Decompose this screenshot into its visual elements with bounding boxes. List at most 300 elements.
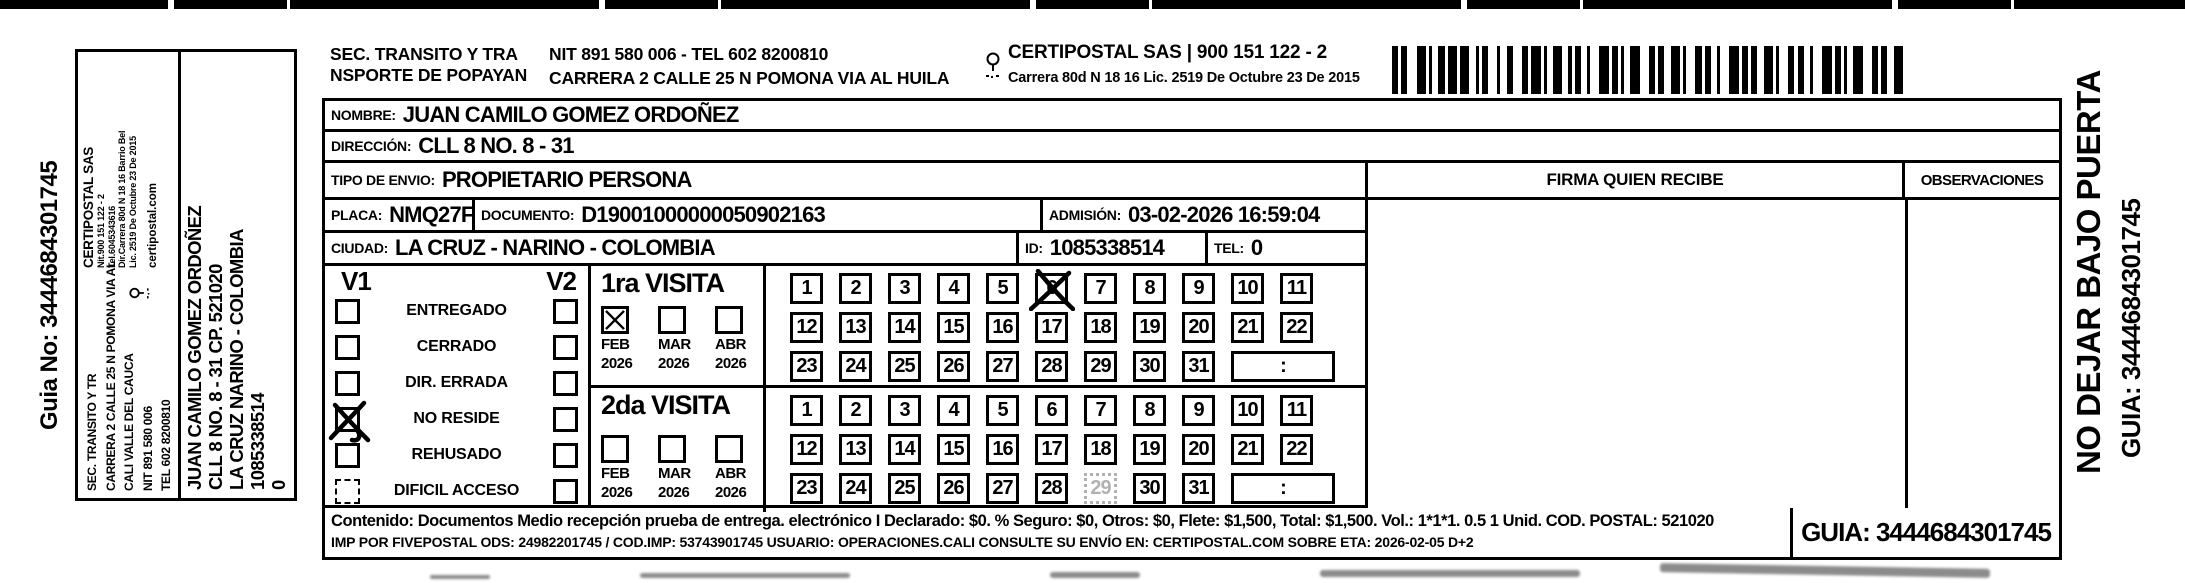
id-cell [1019, 233, 1208, 263]
day-box-5 [986, 273, 1019, 304]
day-box-20 [1182, 434, 1215, 465]
handwritten-x-mark [1029, 269, 1075, 311]
day-number: 21 [1237, 438, 1258, 460]
handwritten-x-mark [328, 400, 372, 444]
day-number: 17 [1041, 438, 1062, 460]
barcode-gap [1488, 46, 1497, 94]
visit-panels [591, 266, 1365, 505]
day-box-14 [888, 312, 921, 343]
v1-checkbox [335, 479, 360, 504]
shipping-label-rotated-content [78, 52, 294, 498]
day-number: 30 [1139, 355, 1160, 377]
day-number: 27 [992, 477, 1013, 499]
observaciones-divider [1905, 200, 1908, 508]
barcode-gap [1590, 46, 1599, 94]
day-box-8 [1133, 273, 1166, 304]
status-row [325, 329, 588, 365]
status-row [325, 365, 588, 401]
footer-content-block [325, 508, 1793, 557]
day-number: 31 [1188, 355, 1209, 377]
second-visit-title: 2da VISITA [601, 390, 731, 420]
month-label: MAR [658, 336, 691, 353]
month-checkbox [601, 435, 629, 463]
day-row [790, 273, 1365, 304]
barcode-gap [1640, 46, 1649, 94]
placa-cell [325, 200, 475, 230]
placa-value: NMQ27F [389, 202, 474, 227]
footer-line-1: Contenido: Documentos Medio recepción prueba de entrega. electrónico I Declarado: $0. % Seguro: $0, Otros: $0, Flete: $1,500, Total: $1,500. Vol.: 1*1*1. 0.5 1 Unid. COD. POSTAL: 521020 [331, 512, 1714, 530]
barcode-gap [1779, 46, 1788, 94]
observaciones-header: OBSERVACIONES [1905, 163, 2059, 200]
day-number: 19 [1139, 438, 1160, 460]
day-box-4 [937, 395, 970, 426]
day-box-30 [1133, 473, 1166, 504]
day-row [790, 395, 1365, 426]
day-number: 14 [894, 438, 915, 460]
day-box-24 [839, 351, 872, 382]
day-box-22 [1280, 434, 1313, 465]
month-checkbox [715, 306, 743, 334]
admision-value: 03-02-2026 16:59:04 [1127, 202, 1320, 227]
day-number: 2 [850, 399, 861, 421]
day-number: 25 [894, 355, 915, 377]
scan-smudge [1320, 570, 1580, 577]
day-number: 1 [801, 399, 812, 421]
status-row [325, 473, 588, 509]
v2-checkbox [553, 479, 578, 504]
day-number: 15 [943, 316, 964, 338]
day-number: 19 [1139, 316, 1160, 338]
day-number: 13 [845, 316, 866, 338]
day-number: 4 [948, 399, 959, 421]
barcode-bar [1853, 46, 1862, 94]
recipient-line: LA CRUZ NARINO - COLOMBIA [226, 229, 247, 490]
recipient-line: 1085338514 [247, 393, 268, 490]
day-box-9 [1182, 395, 1215, 426]
documento-label: DOCUMENTO: [481, 207, 575, 223]
month-checkbox [715, 435, 743, 463]
day-number: 27 [992, 355, 1013, 377]
direccion-label: DIRECCIÓN: [331, 138, 412, 154]
footer-guia-number: GUIA: 3444684301745 [1801, 517, 2051, 547]
day-box-7 [1084, 395, 1117, 426]
day-box-29 [1084, 473, 1117, 504]
day-number: 24 [845, 477, 866, 499]
day-number: 21 [1237, 316, 1258, 338]
month-checkbox-checked [601, 306, 629, 334]
sender-line: NIT 891 580 006 [140, 406, 155, 491]
month-label: ABR [715, 465, 746, 482]
label-carrier-block [78, 52, 178, 306]
day-number: 30 [1139, 477, 1160, 499]
day-box-19 [1133, 312, 1166, 343]
status-label: ENTREGADO [406, 302, 507, 319]
month-option [715, 435, 759, 501]
footer-line-2: IMP POR FIVEPOSTAL ODS: 24982201745 / COD.IMP: 53743901745 USUARIO: OPERACIONES.CALI CONSULTE SU ENVÍO EN: CERTIPOSTAL.COM SOBRE ETA: 2026-02-05 D+2 [331, 534, 1474, 550]
month-label: FEB [601, 336, 630, 353]
no-dejar-bajo-puerta-warning: NO DEJAR BAJO PUERTA [2070, 70, 2107, 474]
printed-x-check [604, 309, 626, 331]
v1-checkbox [335, 443, 360, 468]
day-box-11 [1280, 273, 1313, 304]
barcode-gap [1686, 46, 1695, 94]
day-box-3 [888, 273, 921, 304]
day-box-8 [1133, 395, 1166, 426]
label-top-row [78, 52, 181, 498]
delivery-status-column [325, 266, 591, 505]
month-label: FEB [601, 465, 630, 482]
month-option [715, 306, 759, 372]
sender-line: TEL 602 8200810 [159, 399, 173, 491]
row-nombre [325, 101, 2059, 132]
v2-checkbox [553, 299, 578, 324]
recipient-line: 0 [268, 480, 289, 490]
ciudad-value: LA CRUZ - NARINO - COLOMBIA [395, 235, 715, 260]
day-number: 2 [850, 277, 861, 299]
tel-label: TEL: [1214, 240, 1244, 256]
day-number: 29 [1090, 477, 1111, 499]
v1-header: V1 [341, 266, 371, 296]
day-number: 12 [796, 438, 817, 460]
scan-artifact-top-bar [0, 0, 2185, 9]
day-number: 6 [1046, 277, 1057, 299]
barcode-bar [1460, 46, 1469, 94]
admision-cell [1043, 200, 1365, 230]
barcode-gap [1513, 46, 1522, 94]
day-box-2 [839, 273, 872, 304]
address-line: CARRERA 2 CALLE 25 N POMONA VIA AL HUILA [549, 68, 950, 88]
sender-line: CARRERA 2 CALLE 25 N POMONA VIA AL [103, 260, 118, 491]
day-number: 7 [1095, 277, 1106, 299]
id-label: ID: [1025, 240, 1043, 256]
day-box-6 [1035, 395, 1068, 426]
v1-checkbox [335, 407, 360, 432]
tipo-envio-label: TIPO DE ENVIO: [331, 172, 435, 188]
admision-label: ADMISIÓN: [1049, 207, 1121, 223]
first-visit-day-grid [766, 266, 1365, 385]
day-box-27 [986, 351, 1019, 382]
firma-quien-recibe-header: FIRMA QUIEN RECIBE [1368, 163, 1905, 200]
day-number: 22 [1286, 316, 1307, 338]
day-number: 11 [1286, 399, 1307, 421]
day-number: 3 [899, 277, 910, 299]
first-visit-title: 1ra VISITA [601, 268, 725, 298]
day-box-25 [888, 351, 921, 382]
nombre-label: NOMBRE: [331, 107, 396, 123]
day-box-4 [937, 273, 970, 304]
day-number: 23 [796, 355, 817, 377]
tel-value: 0 [1250, 235, 1263, 260]
day-number: 18 [1090, 438, 1111, 460]
status-label: NO RESIDE [413, 410, 500, 427]
day-number: 24 [845, 355, 866, 377]
day-box-24 [839, 473, 872, 504]
v2-checkbox [553, 371, 578, 396]
day-box-11 [1280, 395, 1313, 426]
day-box-13 [839, 312, 872, 343]
barcode-bar [1448, 46, 1457, 94]
barcode-bar [1599, 46, 1608, 94]
stamp-icon [128, 286, 152, 300]
id-value: 1085338514 [1049, 235, 1165, 260]
header-carrier-line-2: Carrera 80d N 18 16 Lic. 2519 De Octubre 23 De 2015 [1008, 70, 1360, 86]
day-box-28 [1035, 473, 1068, 504]
day-number: 8 [1144, 399, 1155, 421]
day-number: 23 [796, 477, 817, 499]
row-ciudad-id-tel [325, 233, 1368, 266]
v2-checkbox [553, 443, 578, 468]
month-option [658, 306, 702, 372]
day-box-22 [1280, 312, 1313, 343]
recipient-line: JUAN CAMILO GOMEZ ORDOÑEZ [184, 205, 205, 490]
day-number: 9 [1193, 399, 1204, 421]
day-number: 29 [1090, 355, 1111, 377]
waybill-form-table [322, 98, 2062, 560]
status-row [325, 293, 588, 329]
second-visit-month-checkboxes [601, 435, 763, 501]
recipient-line: CLL 8 NO. 8 - 31 CP. 521020 [205, 264, 226, 490]
status-label: CERRADO [416, 338, 497, 355]
barcode-bar [1671, 46, 1680, 94]
status-label: DIFICIL ACCESO [393, 482, 520, 499]
day-box-30 [1133, 351, 1166, 382]
status-row [325, 401, 588, 437]
day-number: 4 [948, 277, 959, 299]
barcode-bar [1894, 46, 1903, 94]
second-visit-months [591, 388, 766, 512]
barcode-gap [1863, 46, 1872, 94]
month-checkbox [658, 435, 686, 463]
carrier-line: Dir.Carrera 80d N 18 16 Barrio Bel [117, 130, 127, 268]
barcode-gap [1720, 46, 1729, 94]
status-label: DIR. ERRADA [405, 374, 508, 391]
direccion-value: CLL 8 NO. 8 - 31 [418, 133, 574, 158]
day-box-23 [790, 473, 823, 504]
header-carrier-line-1: CERTIPOSTAL SAS | 900 151 122 - 2 [1008, 42, 1328, 63]
v2-checkbox [553, 407, 578, 432]
day-number: 10 [1237, 399, 1258, 421]
header-nit-block [549, 42, 949, 90]
sender-line: SEC. TRANSITO Y TR [85, 373, 99, 491]
label-sender-block [78, 260, 178, 498]
year-label: 2026 [658, 484, 690, 501]
row-placa-documento-admision [325, 200, 1368, 233]
year-label: 2026 [601, 484, 633, 501]
day-box-17 [1035, 312, 1068, 343]
year-label: 2026 [715, 355, 747, 372]
day-box-16 [986, 434, 1019, 465]
carrier-line: Tel.6045343616 [106, 205, 117, 268]
day-row [790, 473, 1365, 504]
second-visit-day-grid [766, 388, 1365, 512]
day-row [790, 434, 1365, 465]
day-box-31 [1182, 351, 1215, 382]
day-number: 16 [992, 316, 1013, 338]
day-box-17 [1035, 434, 1068, 465]
barcode-bar [1531, 46, 1540, 94]
day-box-6 [1035, 273, 1068, 304]
barcode-bar [1417, 46, 1426, 94]
day-number: 14 [894, 316, 915, 338]
header-office-block [330, 44, 527, 86]
month-option [601, 306, 645, 372]
day-box-29 [1084, 351, 1117, 382]
barcode-bar [1822, 46, 1831, 94]
tel-cell [1208, 233, 1365, 263]
day-box-1 [790, 273, 823, 304]
day-number: 5 [997, 277, 1008, 299]
carrier-name: CERTIPOSTAL SAS [81, 146, 96, 268]
carrier-line: Lic. 2519 De Octubre 23 De 2015 [127, 136, 138, 268]
sender-line: CALI VALLE DEL CAUCA [122, 353, 136, 491]
day-number: 10 [1237, 277, 1258, 299]
first-visit-month-checkboxes [601, 306, 763, 372]
stamp-icon [984, 50, 1002, 82]
day-row [790, 351, 1365, 382]
status-label: REHUSADO [411, 446, 502, 463]
day-box-9 [1182, 273, 1215, 304]
time-box: : [1231, 473, 1335, 504]
guia-number-vertical-left: Guia No: 3444684301745 [36, 160, 63, 430]
day-box-14 [888, 434, 921, 465]
carrier-line: Nit.900 151 122 - 2 [96, 194, 106, 268]
row-tipo-envio [325, 163, 1368, 200]
day-number: 25 [894, 477, 915, 499]
ciudad-cell [325, 233, 1019, 263]
barcode-bar [1553, 46, 1562, 94]
barcode [1392, 46, 1924, 94]
day-number: 6 [1046, 399, 1057, 421]
barcode-gap [1903, 46, 1906, 94]
first-visit-panel [591, 266, 1365, 388]
day-box-3 [888, 395, 921, 426]
day-number: 26 [943, 477, 964, 499]
day-number: 1 [801, 277, 812, 299]
day-box-26 [937, 351, 970, 382]
barcode-bar [1729, 46, 1738, 94]
scan-smudge [640, 573, 850, 578]
day-box-1 [790, 395, 823, 426]
month-label: MAR [658, 465, 691, 482]
office-line-1: SEC. TRANSITO Y TRA [330, 44, 518, 64]
year-label: 2026 [658, 355, 690, 372]
day-box-10 [1231, 273, 1264, 304]
documento-value: D19001000000050902163 [581, 202, 825, 227]
second-visit-panel [591, 388, 1365, 512]
day-number: 20 [1188, 438, 1209, 460]
year-label: 2026 [601, 355, 633, 372]
day-box-2 [839, 395, 872, 426]
barcode-gap [1407, 46, 1416, 94]
day-box-21 [1231, 312, 1264, 343]
day-row [790, 312, 1365, 343]
day-box-18 [1084, 434, 1117, 465]
day-number: 11 [1286, 277, 1307, 299]
month-label: ABR [715, 336, 746, 353]
scan-smudge [430, 575, 490, 579]
day-number: 18 [1090, 316, 1111, 338]
v2-header: V2 [546, 266, 576, 296]
barcode-bar [1764, 46, 1773, 94]
day-number: 28 [1041, 355, 1062, 377]
day-number: 3 [899, 399, 910, 421]
nit-line: NIT 891 580 006 - TEL 602 8200810 [549, 44, 829, 64]
office-line-2: NSPORTE DE POPAYAN [330, 65, 528, 85]
day-box-25 [888, 473, 921, 504]
day-box-13 [839, 434, 872, 465]
row-direccion [325, 132, 2059, 163]
day-box-31 [1182, 473, 1215, 504]
documento-cell [475, 200, 1043, 230]
carrier-website: certipostal.com [147, 183, 159, 268]
day-box-27 [986, 473, 1019, 504]
day-box-15 [937, 434, 970, 465]
day-box-5 [986, 395, 1019, 426]
first-visit-months [591, 266, 766, 385]
day-box-26 [937, 473, 970, 504]
v1-checkbox [335, 371, 360, 396]
day-number: 5 [997, 399, 1008, 421]
v1-checkbox [335, 299, 360, 324]
day-box-28 [1035, 351, 1068, 382]
time-box: : [1231, 351, 1335, 382]
barcode-gap [1813, 46, 1822, 94]
label-recipient-block [181, 52, 291, 498]
day-number: 17 [1041, 316, 1062, 338]
day-number: 31 [1188, 477, 1209, 499]
day-number: 15 [943, 438, 964, 460]
day-number: 20 [1188, 316, 1209, 338]
shipping-label [75, 49, 297, 501]
day-number: 16 [992, 438, 1013, 460]
day-number: 28 [1041, 477, 1062, 499]
ciudad-label: CIUDAD: [331, 240, 389, 256]
day-box-7 [1084, 273, 1117, 304]
day-number: 7 [1095, 399, 1106, 421]
day-box-21 [1231, 434, 1264, 465]
day-box-23 [790, 351, 823, 382]
day-box-20 [1182, 312, 1215, 343]
day-box-12 [790, 312, 823, 343]
day-box-10 [1231, 395, 1264, 426]
tipo-envio-value: PROPIETARIO PERSONA [441, 167, 692, 192]
day-box-12 [790, 434, 823, 465]
day-number: 22 [1286, 438, 1307, 460]
year-label: 2026 [715, 484, 747, 501]
barcode-bar [1630, 46, 1639, 94]
day-number: 9 [1193, 277, 1204, 299]
v2-checkbox [553, 335, 578, 360]
day-box-16 [986, 312, 1019, 343]
day-box-18 [1084, 312, 1117, 343]
day-number: 13 [845, 438, 866, 460]
day-number: 26 [943, 355, 964, 377]
v1-checkbox [335, 335, 360, 360]
day-number: 12 [796, 316, 817, 338]
nombre-value: JUAN CAMILO GOMEZ ORDOÑEZ [402, 102, 739, 127]
scan-smudge [1660, 563, 1990, 578]
day-box-15 [937, 312, 970, 343]
scan-smudge [1050, 572, 1140, 578]
placa-label: PLACA: [331, 207, 383, 223]
day-box-19 [1133, 434, 1166, 465]
month-option [601, 435, 645, 501]
month-checkbox [658, 306, 686, 334]
guia-number-vertical-right: GUIA: 3444684301745 [2116, 198, 2146, 458]
day-number: 8 [1144, 277, 1155, 299]
visits-section [325, 266, 1368, 508]
status-rows [325, 293, 588, 509]
